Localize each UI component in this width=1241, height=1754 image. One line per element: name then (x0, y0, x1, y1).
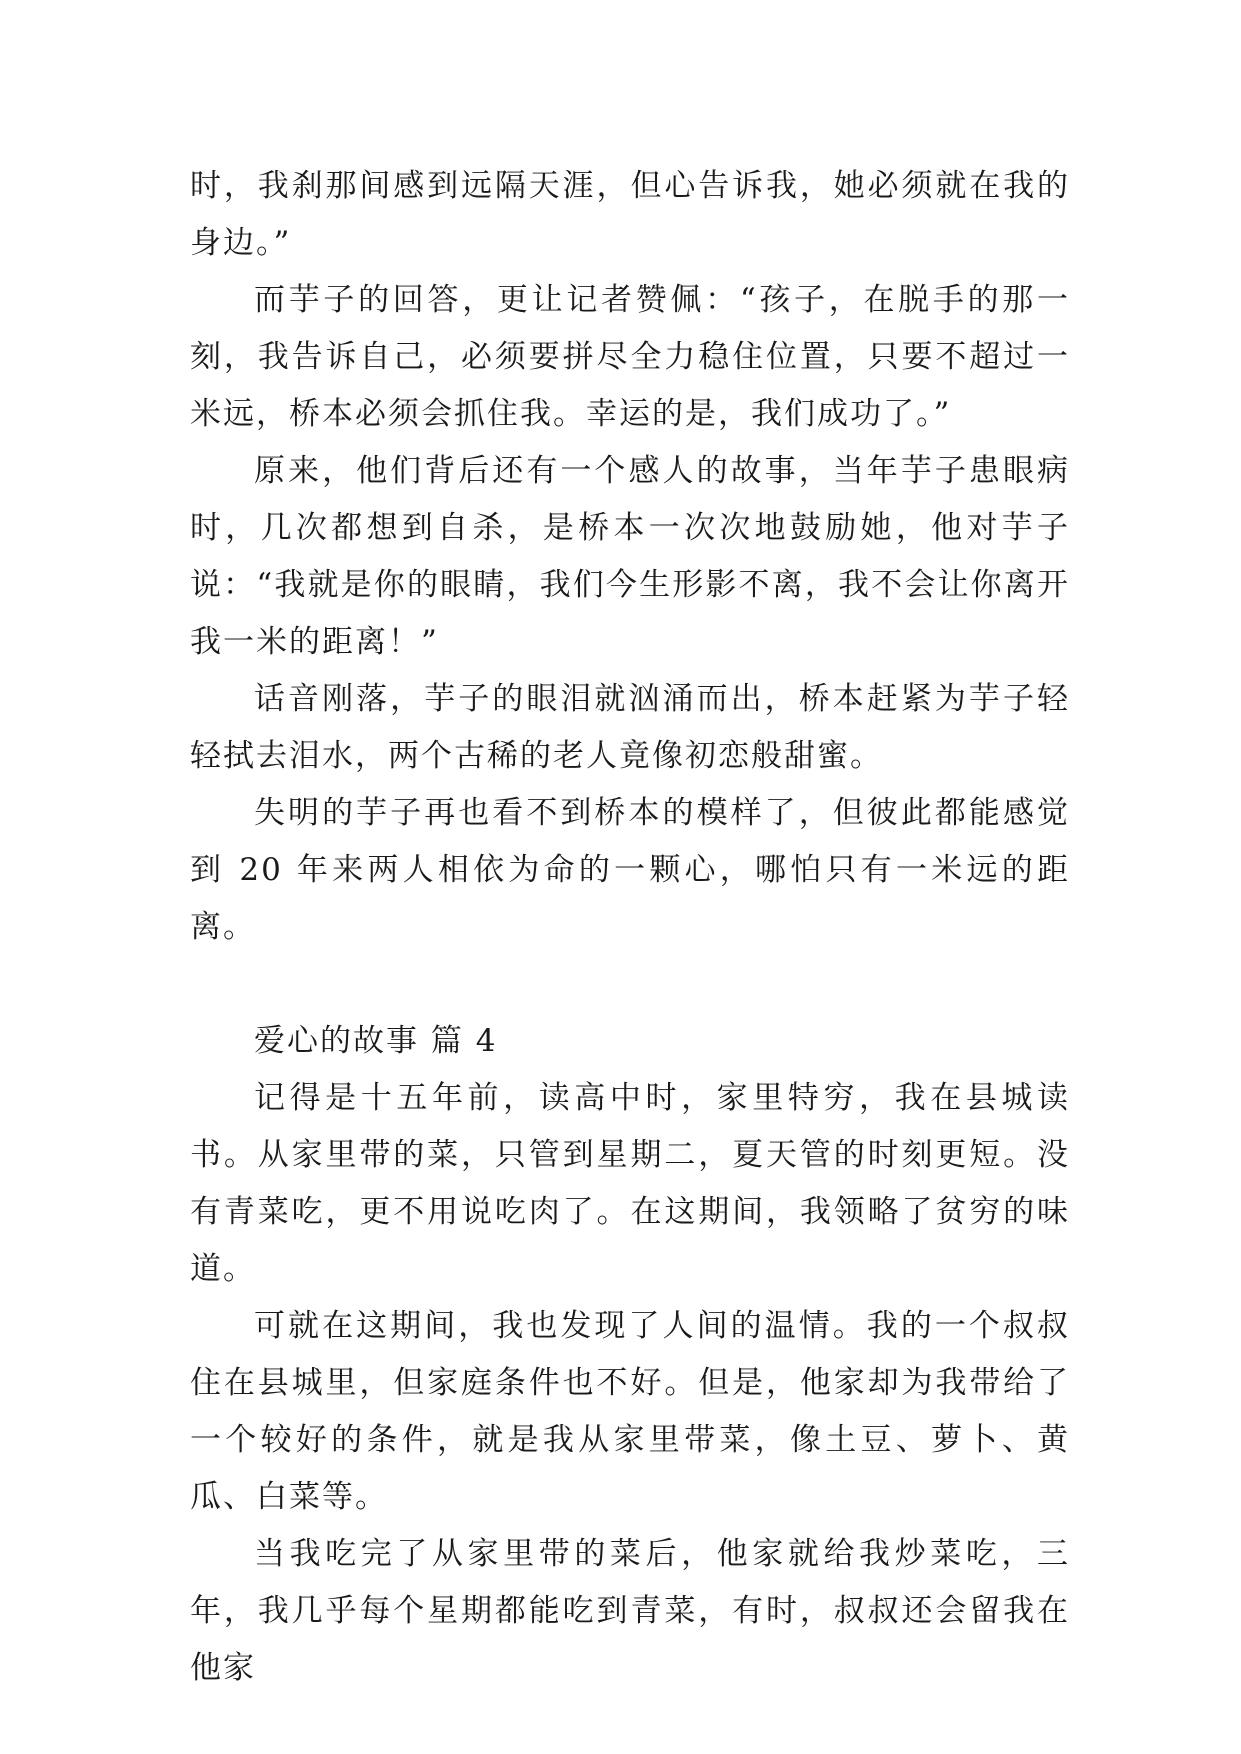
section-spacer (190, 956, 1070, 1013)
paragraph-continuation: 时，我刹那间感到远隔天涯，但心告诉我，她必须就在我的身边。” (190, 168, 1070, 261)
paragraph: 记得是十五年前，读高中时，家里特穷，我在县城读书。从家里带的菜，只管到星期二，夏天管的时刻更短。没有青菜吃，更不用说吃肉了。在这期间，我领略了贫穷的味道。 (190, 1080, 1070, 1287)
paragraph: 原来，他们背后还有一个感人的故事，当年芋子患眼病时，几次都想到自杀，是桥本一次次地鼓励她，他对芋子说：“我就是你的眼睛，我们今生形影不离，我不会让你离开我一米的距离！” (190, 453, 1070, 660)
document-body (190, 158, 1070, 1697)
paragraph: 而芋子的回答，更让记者赞佩：“孩子，在脱手的那一刻，我告诉自己，必须要拼尽全力稳住位置，只要不超过一米远，桥本必须会抓住我。幸运的是，我们成功了。” (190, 282, 1070, 432)
paragraph: 可就在这期间，我也发现了人间的温情。我的一个叔叔住在县城里，但家庭条件也不好。但是，他家却为我带给了一个较好的条件，就是我从家里带菜，像土豆、萝卜、黄瓜、白菜等。 (190, 1308, 1070, 1515)
section-heading: 爱心的故事 篇 4 (254, 1023, 498, 1059)
paragraph: 话音刚落，芋子的眼泪就汹涌而出，桥本赶紧为芋子轻轻拭去泪水，两个古稀的老人竟像初恋般甜蜜。 (190, 681, 1070, 774)
paragraph: 当我吃完了从家里带的菜后，他家就给我炒菜吃，三年，我几乎每个星期都能吃到青菜，有时，叔叔还会留我在他家 (190, 1536, 1070, 1686)
paragraph: 失明的芋子再也看不到桥本的模样了，但彼此都能感觉到 20 年来两人相依为命的一颗心，哪怕只有一米远的距离。 (190, 795, 1070, 945)
